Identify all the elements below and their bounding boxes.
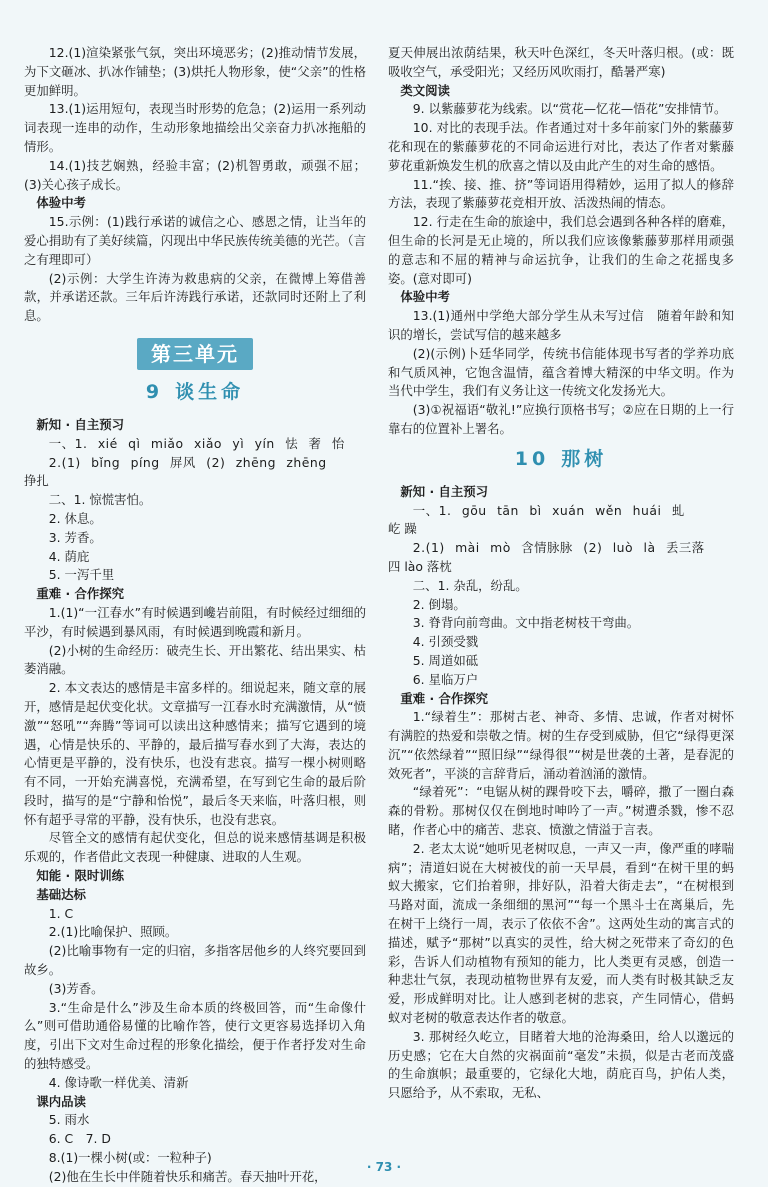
section-heading-zhineng: 知能 · 限时训练 (36, 868, 125, 884)
reading-answer-8: 8.(1)一棵小树(或：一粒种子) (48, 1150, 212, 1166)
section-heading-xinzhi-r: 新知 · 自主预习 (400, 483, 489, 499)
explore-answer-1: 1.(1)“一江春水”有时候遇到巉岩前阻，有时候经过细细的平沙，有时候遇到暴风雨，有时候遇到晚霞和新月。 (24, 604, 366, 639)
lesson-heading-9 (24, 378, 366, 406)
section-heading-kenei: 课内品读 (36, 1093, 86, 1109)
unit-title: 第三单元 (137, 338, 253, 370)
explore-answer-2: 2. 本文表达的感情是丰富多样的。细说起来，随文章的展开，感情是起伏变化状。文章描写一江春水时充满激情，从“愤激”“怒吼”“奔腾”等词可以读出这种感情来；描写它遇到的境遇，心情是快乐的、平静的，最后描写春水到了大海，表达的心情更是平静的，没有快乐，也没有悲哀。描写一棵小树则略有不同，一开始充满喜悦，充满希望，在写到它生命的最后阶段时，描写的是“宁静和怡悦”，最后冬天来临，叶落归根，则怀有超乎寻常的平静，没有快乐，也没有悲哀。 (24, 680, 366, 827)
lesson-title: 谈生命 (175, 380, 245, 403)
vocab-answer-4: 4. 荫庇 (48, 548, 90, 564)
vocab-answer-6-r: 6. 星临万户 (412, 671, 479, 687)
basic-answer-4: 4. 像诗歌一样优美、清新 (48, 1074, 189, 1090)
pinyin-answer-1-r-cont: 屹 躁 (388, 521, 417, 537)
answer-13-1: 13.(1)通州中学绝大部分学生从未写过信 随着年龄和知识的增长，尝试写信的越来越多 (388, 308, 734, 342)
section-heading-jichu: 基础达标 (36, 886, 86, 902)
basic-answer-2c: (3)芳香。 (48, 980, 104, 996)
answer-13-2: (2)(示例)卜廷华同学，传统书信能体现书写者的学养功底和气质风神，它饱含温情，蕴含着博大精深的中华文明。作为当代中学生，我们有义务让这一传统文化发扬光大。 (388, 345, 734, 399)
reading-answer-8b: (2)他在生长中伴随着快乐和痛苦。春天抽叶开花， (48, 1168, 327, 1184)
explore-answer-2-r: 2. 老太太说“她听见老树叹息，一声又一声，像严重的哮喘病”；清道妇说在大树被伐的前一天早晨，看到“在树干里的蚂蚁大搬家，它们抬着卵，排好队，沿着大街走去”，“在树根到马路对面，流成一条细细的黑河”“每一个黑斗士在离巢后，先在树干上绕行一周，表示了依依不舍”。这两处生动的寓言式的描述，赋予“那树”以真实的灵性，给大树之死带来了奇幻的色彩，告诉人们动植物有预知的能力，比人类更有灵感，创造一种悲壮气氛，表现动植物世界有友爱，而人类有时极其缺乏友爱，形成鲜明对比。让人感到老树的悲哀，产生同情心，借蚂蚁对老树的敬意表达作者的敬意。 (388, 840, 734, 1026)
explore-answer-1b: (2)小树的生命经历：破壳生长、开出繁花、结出果实、枯萎消融。 (24, 642, 366, 677)
lesson-heading-10 (388, 445, 734, 473)
basic-answer-2: 2.(1)比喻保护、照顾。 (48, 924, 178, 940)
unit-banner (24, 338, 366, 370)
reading-answer-8-cont: 夏天伸展出浓荫结果，秋天叶色深红，冬天叶落归根。(或：既吸收空气，承受阳光；又经历风吹雨打，酷暑严寒) (388, 45, 734, 79)
answer-11: 11.“挨、接、推、挤”等词语用得精妙，运用了拟人的修辞方法，表现了紫藤萝花竞相开放、活泼热闹的情态。 (388, 176, 734, 211)
vocab-answer-1-r: 二、1. 杂乱，纷乱。 (412, 577, 528, 593)
answer-10: 10. 对比的表现手法。作者通过对十多年前家门外的紫藤萝花和现在的紫藤萝花的不同命运进行对比，表达了作者对紫藤萝花重新焕发生机的欣喜之情以及由此产生的对生命的感悟。 (388, 120, 734, 173)
basic-answer-1: 1. C (48, 905, 74, 921)
section-heading-zhongnan: 重难 · 合作探究 (36, 586, 125, 602)
pinyin-answer-1: 一、1. xié qì miǎo xiǎo yì yín 怯 奢 怡 (48, 435, 345, 451)
explore-answer-2b: 尽管全文的感情有起伏变化，但总的说来感情基调是积极乐观的，作者借此文表现一种健康、进取的人生观。 (24, 830, 366, 865)
lesson-number: 10 (514, 447, 550, 470)
answer-9: 9. 以紫藤萝花为线索。以“赏花—忆花—悟花”安排情节。 (412, 101, 727, 117)
vocab-answer-5: 5. 一泻千里 (48, 567, 115, 583)
vocab-answer-1: 二、1. 惊慌害怕。 (48, 492, 152, 508)
vocab-answer-3: 3. 芳香。 (48, 529, 102, 545)
pinyin-answer-2-r: 2.(1) mài mò 含情脉脉 (2) luò là 丢三落 (412, 540, 705, 556)
answer-13: 13.(1)运用短句，表现当时形势的危急；(2)运用一系列动词表现一连串的动作，生动形象地描绘出父亲奋力扒冰拖船的情形。 (24, 101, 366, 154)
left-column (24, 44, 366, 1187)
pinyin-answer-2-r-cont: 四 lào 落枕 (388, 558, 452, 574)
right-column (388, 44, 734, 1103)
vocab-answer-5-r: 5. 周道如砥 (412, 652, 479, 668)
reading-answer-6-7: 6. C 7. D (48, 1131, 111, 1147)
section-heading-leiwen: 类文阅读 (400, 82, 450, 98)
reading-answer-5: 5. 雨水 (48, 1112, 90, 1128)
page-number: · 73 · (366, 1160, 402, 1174)
section-heading-zhongnan-r: 重难 · 合作探究 (400, 690, 489, 706)
lesson-number: 9 (145, 380, 164, 403)
explore-answer-3-r: 3. 那树经久屹立，目睹着大地的沧海桑田，给人以邈远的历史感；它在大自然的灾祸面前“毫发”未损，似是古老而茂盛的生命旗帜；最重要的，它绿化大地，荫庇百鸟，护佑人类，只愿给予，从不索取，无私、 (388, 1028, 734, 1101)
basic-answer-3: 3.“生命是什么”涉及生命本质的终极回答，而“生命像什么”则可借助通俗易懂的比喻作答，使行文更容易选择切入角度，引出下文对生命过程的形象化描绘，便于作者抒发对生命的独特感受。 (24, 999, 366, 1072)
lesson-title: 那树 (561, 447, 608, 470)
answer-15-2: (2)示例：大学生许涛为救患病的父亲，在微博上筹借善款，并承诺还款。三年后许涛践行承诺，还款同时还附上了利息。 (24, 270, 366, 324)
answer-13-3: (3)①祝福语“敬礼!”应换行顶格书写；②应在日期的上一行靠右的位置补上署名。 (388, 402, 734, 436)
section-heading-tiyan-r: 体验中考 (400, 289, 450, 305)
explore-answer-1b-r: “绿着死”：“电锯从树的踝骨咬下去，嚼碎，撒了一圈白森森的骨粉。那树仅仅在倒地时呻吟了一声。”树遭杀戮，惨不忍睹，作者心中的痛苦、悲哀、愤激之情溢于言表。 (388, 784, 734, 838)
vocab-answer-2-r: 2. 倒塌。 (412, 596, 466, 612)
pinyin-answer-1-r: 一、1. gōu tān bì xuán wěn huái 虬 (412, 502, 685, 518)
answer-12-r: 12. 行走在生命的旅途中，我们总会遇到各种各样的磨难，但生命的长河是无止境的，所以我们应该像紫藤萝那样用顽强的意志和不屈的精神与命运抗争，让我们的生命之花摇曳多姿。(意对即可) (388, 214, 734, 286)
basic-answer-2b: (2)比喻事物有一定的归宿，多指客居他乡的人终究要回到故乡。 (24, 943, 366, 978)
section-heading-tiyan: 体验中考 (36, 195, 86, 211)
explore-answer-1-r: 1.“绿着生”：那树古老、神奇、多情、忠诚，作者对树怀有满腔的热爱和崇敬之情。树的生存受到威胁，但它“绿得更深沉”“依然绿着”“照旧绿”“绿得很”“树是世袭的土著，是春泥的效死者”，平淡的言辞背后，涌动着汹涌的激情。 (388, 709, 734, 781)
answer-12: 12.(1)渲染紧张气氛，突出环境恶劣；(2)推动情节发展，为下文砸冰、扒冰作铺垫；(3)烘托人物形象，使“父亲”的性格更加鲜明。 (24, 45, 366, 98)
section-heading-xinzhi: 新知 · 自主预习 (36, 416, 125, 432)
vocab-answer-4-r: 4. 引颈受戮 (412, 634, 479, 650)
pinyin-answer-2-cont: 挣扎 (24, 473, 49, 489)
vocab-answer-2: 2. 休息。 (48, 510, 102, 526)
pinyin-answer-2: 2.(1) bǐng píng 屏风 (2) zhēng zhēng (48, 454, 327, 470)
vocab-answer-3-r: 3. 脊背向前弯曲。文中指老树枝干弯曲。 (412, 615, 640, 631)
answer-14: 14.(1)技艺娴熟，经验丰富；(2)机智勇敢，顽强不屈；(3)关心孩子成长。 (24, 157, 366, 192)
answer-15-1: 15.示例：(1)践行承诺的诚信之心、感恩之情，让当年的爱心捐助有了美好续篇，闪现出中华民族传统美德的光芒。（言之有理即可） (24, 214, 366, 267)
